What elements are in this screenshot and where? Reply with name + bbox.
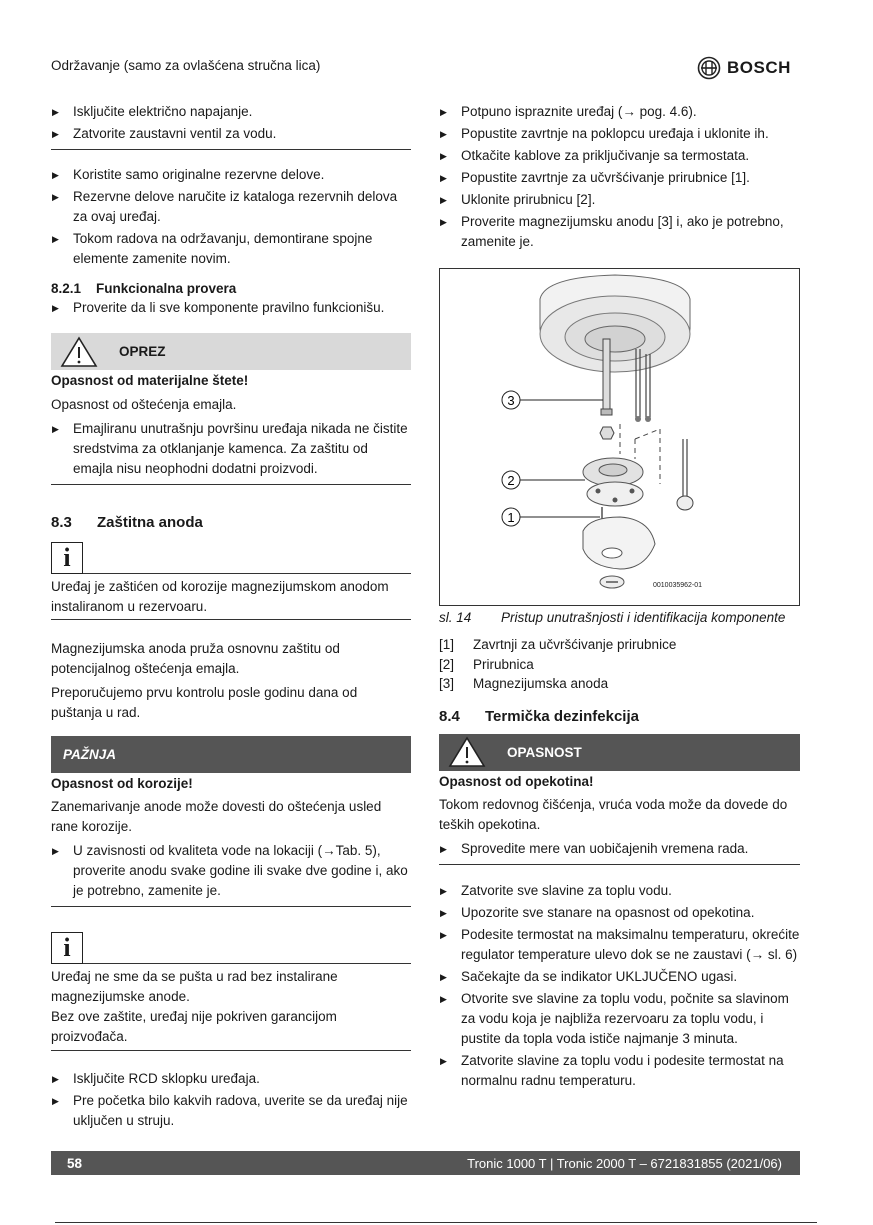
figure-caption: sl. 14 Pristup unutrašnjosti i identifikacija komponente <box>439 610 786 625</box>
warning-triangle-icon <box>59 336 99 368</box>
list-item: ▶ Proverite magnezijumsku anodu [3] i, ako je potrebno, zamenite je. <box>439 212 800 252</box>
list-item: ▶ Tokom radova na održavanju, demontirane spojne elemente zamenite novim. <box>51 229 411 269</box>
info-icon: i <box>51 542 83 574</box>
list-item: ▶ Emajliranu unutrašnju površinu uređaja nikada ne čistite sredstvima za otklanjanje kamenca. Za zaštitu od emajla nisu neophodni dodatni proizvodi. <box>51 419 411 479</box>
document-reference: Tronic 1000 T | Tronic 2000 T – 6721831855 (2021/06) <box>467 1155 782 1171</box>
list-item: ▶ Potpuno ispraznite uređaj (→ pog. 4.6). <box>439 102 800 122</box>
caution-bar <box>51 333 411 370</box>
danger-box <box>439 734 800 865</box>
list-item: ▶ Upozorite sve stanare na opasnost od opekotina. <box>439 903 800 923</box>
notice-bar <box>51 736 411 773</box>
paragraph: Preporučujemo prvu kontrolu posle godinu dana od puštanja u rad. <box>51 685 358 720</box>
list-item: ▶ Zatvorite sve slavine za toplu vodu. <box>439 881 800 901</box>
bosch-logo <box>697 56 791 80</box>
legend-item: [1] Zavrtnji za učvršćivanje prirubnice <box>439 637 677 652</box>
list-item: ▶ Isključite RCD sklopku uređaja. <box>51 1069 411 1089</box>
figure-code: 0010035962-01 <box>653 582 703 589</box>
list-item: ▶ Popustite zavrtnje na poklopcu uređaja i uklonite ih. <box>439 124 800 144</box>
running-header: Održavanje (samo za ovlašćena stručna lica) <box>51 58 321 73</box>
list-item: ▶ Pre početka bilo kakvih radova, uverite se da uređaj nije uključen u struju. <box>51 1091 411 1131</box>
list-item: ▶ Zatvorite zaustavni ventil za vodu. <box>51 124 411 144</box>
info-box <box>51 540 411 620</box>
list-item: ▶ U zavisnosti od kvaliteta vode na lokaciji (→Tab. 5), proverite anodu svake godine ili svake dve godine i, ako je potrebno, zamenite je. <box>51 841 411 901</box>
danger-text: Tokom redovnog čišćenja, vruća voda može da dovede do teških opekotina. <box>439 796 788 832</box>
list-item: ▶ Otvorite sve slavine za toplu vodu, počnite sa slavinom za vodu koja je najbliža rezervoaru za toplu vodu, i pustite da topla voda ističe najmanje 3 minuta. <box>439 989 800 1049</box>
list-item: ▶ Zatvorite slavine za toplu vodu i podesite termostat na normalnu radnu temperaturu. <box>439 1051 800 1091</box>
notice-heading: Opasnost od korozije! <box>51 776 193 791</box>
brand-name: BOSCH <box>727 58 791 77</box>
page-footer <box>51 1151 800 1175</box>
caution-box <box>51 333 411 485</box>
section-heading-8-3: 8.3 Zaštitna anoda <box>51 514 203 531</box>
warning-triangle-icon <box>447 736 487 768</box>
list-item: ▶ Rezervne delove naručite iz kataloga rezervnih delova za ovaj uređaj. <box>51 187 411 227</box>
bottom-divider <box>55 1222 817 1223</box>
danger-label: OPASNOST <box>507 744 582 760</box>
paragraph: Magnezijumska anoda pruža osnovnu zaštitu od potencijalnog oštećenja emajla. <box>51 641 340 676</box>
danger-bar <box>439 734 800 771</box>
list-item: ▶ Sprovedite mere van uobičajenih vremena rada. <box>439 839 800 859</box>
caution-text: Opasnost od oštećenja emajla. <box>51 397 237 412</box>
list-item: ▶ Otkačite kablove za priključivanje sa termostata. <box>439 146 800 166</box>
list-item: ▶ Proverite da li sve komponente pravilno funkcionišu. <box>51 298 411 318</box>
list-item: ▶ Sačekajte da se indikator UKLJUČENO ugasi. <box>439 967 800 987</box>
right-column <box>439 102 800 1093</box>
notice-label: PAŽNJA <box>63 747 117 762</box>
legend-item: [2] Prirubnica <box>439 656 534 672</box>
info-text: Uređaj je zaštićen od korozije magnezijumskom anodom instaliranom u rezervoaru. <box>51 579 389 614</box>
info-icon: i <box>51 932 83 964</box>
left-column <box>51 102 411 1133</box>
section-heading-8-4: 8.4 Termička dezinfekcija <box>439 707 639 725</box>
callout-3-label: 3 <box>507 393 515 408</box>
list-item: ▶ Koristite samo originalne rezervne delove. <box>51 165 411 185</box>
subsection-heading-8-2-1: 8.2.1 Funkcionalna provera <box>51 281 237 296</box>
callout-2-label: 2 <box>507 473 515 488</box>
figure-legend <box>439 635 800 694</box>
callout-1-label: 1 <box>507 510 515 525</box>
list-item: ▶ Uklonite prirubnicu [2]. <box>439 190 800 210</box>
anode-illustration <box>440 269 799 605</box>
figure-14 <box>439 268 800 606</box>
info-text: Bez ove zaštite, uređaj nije pokriven garancijom proizvođača. <box>51 1009 337 1044</box>
list-item: ▶ Popustite zavrtnje za učvršćivanje prirubnice [1]. <box>439 168 800 188</box>
bosch-armature-icon <box>697 56 721 80</box>
legend-item: [3] Magnezijumska anoda <box>439 676 609 691</box>
caution-label: OPREZ <box>119 344 166 359</box>
notice-box <box>51 736 411 907</box>
danger-heading: Opasnost od opekotina! <box>439 773 594 789</box>
info-text: Uređaj ne sme da se pušta u rad bez instalirane magnezijumske anode. <box>51 969 338 1004</box>
caution-heading: Opasnost od materijalne štete! <box>51 373 249 388</box>
list-item: ▶ Isključite električno napajanje. <box>51 102 411 122</box>
notice-text: Zanemarivanje anode može dovesti do oštećenja usled rane korozije. <box>51 799 382 834</box>
page-number: 58 <box>67 1155 83 1171</box>
info-box <box>51 930 411 1051</box>
list-item: ▶ Podesite termostat na maksimalnu temperaturu, okrećite regulator temperature ulevo dok se ne zaustavi (→ sl. 6) <box>439 925 800 965</box>
